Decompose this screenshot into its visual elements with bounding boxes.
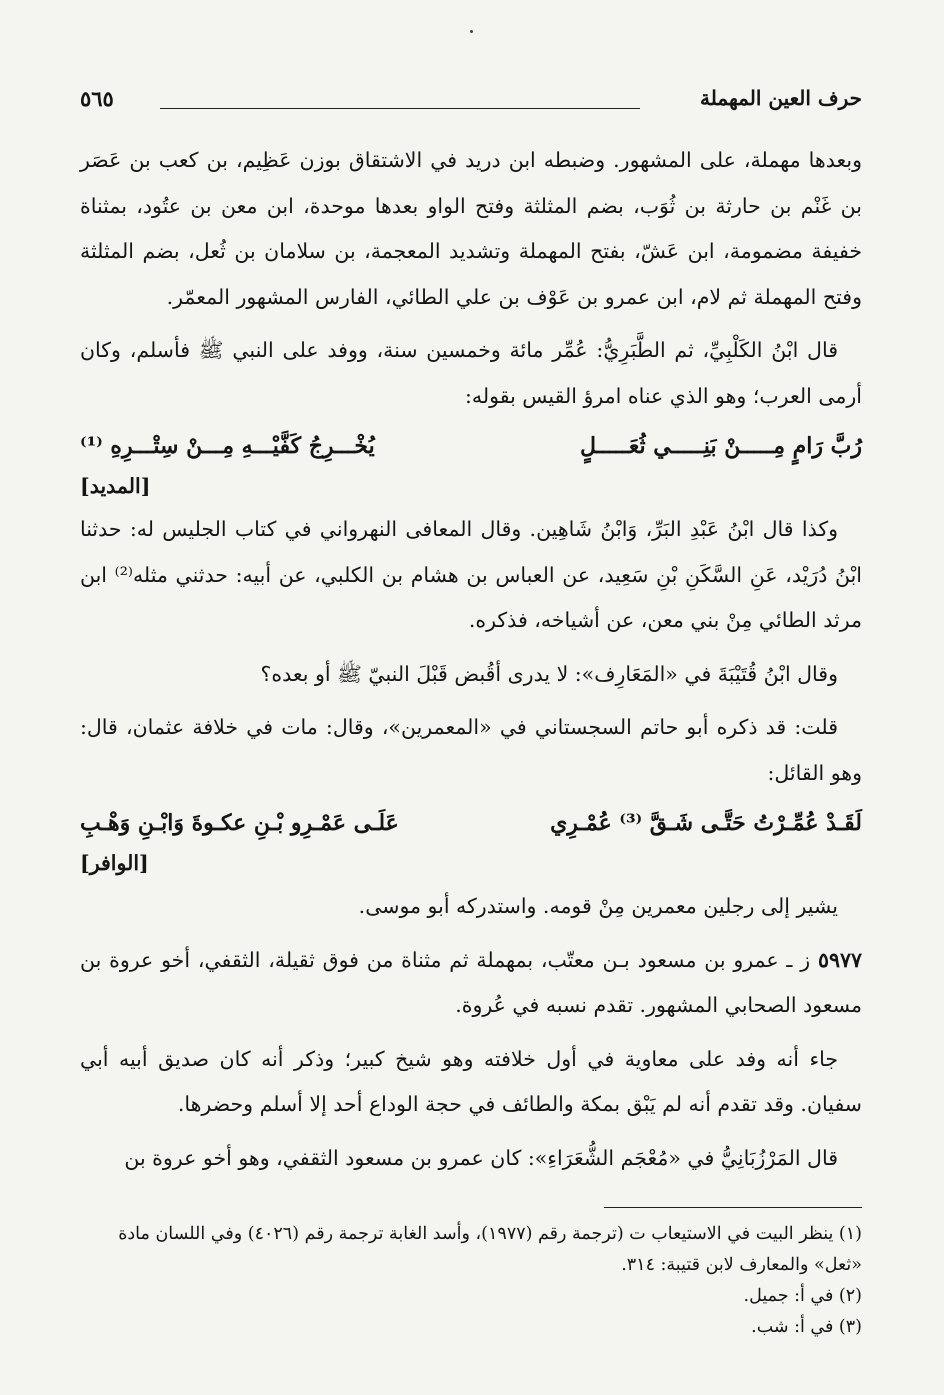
scan-speck [470,30,473,33]
entry-text: ز ـ عمرو بن مسعود بـن معتّب، بمهملة ثم مثناة من فوق ثقيلة، الثقفي، أخو عروة بن مسعود الصحابي المشهور. تقدم نسبه في عُروة. [80,947,862,1017]
verse-meter: [المديد] [80,474,151,498]
footnote-continuation: «ثعل» والمعارف لابن قتيبة: ٣١٤. [621,1255,862,1275]
footnote: (٣) في أ: شب. [751,1317,862,1337]
paragraph: يشير إلى رجلين معمرين مِنْ قومه. واستدركه أبو موسى. [358,894,838,918]
paragraph: قلت: قد ذكره أبو حاتم السجستاني في «المعمرين»، وقال: مات في خلافة عثمان، قال: وهو القائل: [80,715,862,785]
main-text [80,138,862,1181]
footnote-rule [604,1207,862,1208]
verse-first-hemistich: رُبَّ رَامٍ مِـــــنْ بَنِـــــي ثُعَـــــلٍ [579,433,862,459]
chapter-title: حرف العين المهملة [700,86,862,110]
verse-second-hemistich: عَلَـى عَمْـرِو بْـنِ عكـوةَ وَابْـنِ وَهْـبِ [80,810,399,836]
verse-meter: [الوافر] [80,851,149,875]
entry-number: ٥٩٧٧ [817,947,862,972]
paragraph: وكذا قال ابْنُ عَبْدِ البَرِّ، وَابْنُ شَاهِين. وقال المعافى النهرواني في كتاب الجليس له: حدثنا ابْنُ دُرَيْد، عَنِ السَّكَنِ بْنِ سَعِيد، عن العباس بن هشام بن الكلبي، عن أبيه: حدثني مثله⁽²⁾ ابن مرثد الطائي مِنْ بني معن، عن أشياخه، فذكره. [80,517,862,632]
verse-second-hemistich: يُخْـــرِجُ كَفَّيْـــهِ مِـــنْ سِتْـــرِهِ ⁽¹⁾ [80,433,375,459]
page-number: ٥٦٥ [80,86,114,111]
header-rule [160,108,640,109]
poem-verse [80,423,862,469]
paragraph: قال المَرْزُبَانِيُّ في «مُعْجَم الشُّعَرَاءِ»: كان عمرو بن مسعود الثقفي، وهو أخو عروة بن [124,1145,838,1170]
paragraph: وبعدها مهملة، على المشهور. وضبطه ابن دريد في الاشتقاق بوزن عَظِيم، بن كعب بن عَصَر بن غَنْم بن حارثة بن ثُوَب، بضم المثلثة وفتح الواو بعدها موحدة، ابن معن بن عتُود، بمثناة خفيفة مضمومة، ابن عَشّ، بفتح المهملة وتشديد المعجمة، بن سلامان بن ثُعل، بضم المثلثة وفتح المهملة ثم لام، ابن عمرو بن عَوْف بن علي الطائي، الفارس المشهور المعمّر. [80,148,862,309]
verse-first-hemistich: لَقَـدْ عُمِّـرْتُ حَتَّـى شَـقَّ ⁽³⁾ عُمْـرِي [550,810,862,836]
poem-verse [80,800,862,846]
entry-paragraph [80,938,862,1029]
footnote: (١) ينظر البيت في الاستيعاب ت (ترجمة رقم (١٩٧٧)، وأسد الغابة ترجمة رقم (٤٠٢٦) وفي اللسان مادة [118,1224,862,1244]
running-header [80,86,862,120]
footnotes [80,1219,862,1343]
footnote: (٢) في أ: جميل. [743,1286,862,1306]
paragraph: قال ابْنُ الكَلْبِيِّ، ثم الطَّبَرِيُّ: عُمِّر مائة وخمسين سنة، ووفد على النبي ﷺ فأسلم، وكان أرمى العرب؛ وهو الذي عناه امرؤ القيس بقوله: [80,338,862,408]
paragraph: وقال ابْنُ قُتَيْبَةَ في «المَعَارِف»: لا يدرى أقُبض قَبْلَ النبيّ ﷺ أو بعده؟ [260,661,838,686]
paragraph: جاء أنه وفد على معاوية في أول خلافته وهو شيخ كبير؛ وذكر أنه كان صديق أبيه أبي سفيان. وقد تقدم أنه لم يَبْق بمكة والطائف في حجة الوداع أحد إلا أسلم وحضرها. [80,1046,862,1116]
